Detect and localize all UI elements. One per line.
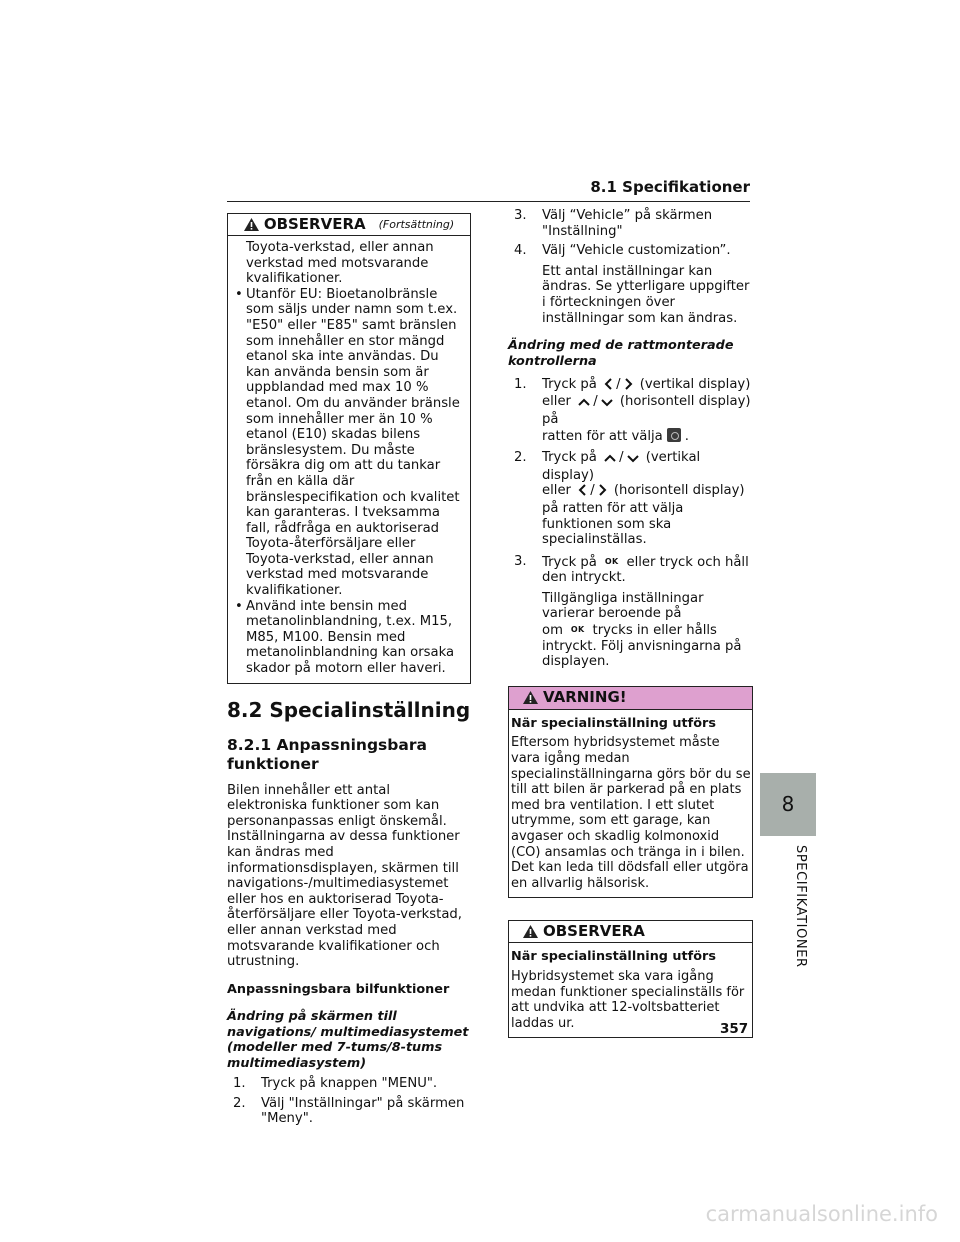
step-text: . xyxy=(684,428,689,444)
step-number: 2. xyxy=(233,1095,246,1111)
step-number: 1. xyxy=(514,376,527,392)
observera-title: OBSERVERA xyxy=(543,922,645,941)
step-number: 1. xyxy=(233,1075,246,1091)
header-divider xyxy=(227,201,750,202)
bold-subheading: Anpassningsbara bilfunktioner xyxy=(227,981,450,997)
page-section-title: 8.1 Specifikationer xyxy=(590,178,750,196)
section-heading: 8.2 Specialinställning xyxy=(227,697,471,722)
step-text: eller tryck och håll den intryckt. xyxy=(542,554,749,586)
observera-bullet: • Använd inte bensin med metanolinblandning, t.ex. M15, M85, M100. Bensin med metanolinblandning kan orsaka skador på motorn eller haveri. xyxy=(232,599,466,677)
observera-continued-box xyxy=(227,213,471,684)
step-text: Tryck på xyxy=(542,554,597,570)
observera-body xyxy=(509,943,752,1037)
step-note xyxy=(508,591,753,670)
step-item: 2. Tryck på / (vertikal display) eller / (horisontell display) på ratten för att välja funktionen som ska specialinställas. xyxy=(514,450,745,548)
varning-subhead: När specialinställning utförs xyxy=(511,715,716,731)
varning-body xyxy=(509,710,752,898)
varning-title: VARNING! xyxy=(543,688,627,707)
step-text: Tryck på knappen "MENU". xyxy=(261,1075,438,1091)
step-text: (horisontell display) på xyxy=(542,394,751,427)
italic-subheading: Ändring med de rattmonterade kontrollerna xyxy=(508,338,734,369)
chevron-right-icon xyxy=(624,378,633,395)
chevron-right-icon xyxy=(598,484,607,501)
varning-header xyxy=(509,687,752,710)
observera-box xyxy=(508,920,753,1038)
step-text: Tillgängliga inställningar varierar beroende på om xyxy=(542,590,704,639)
italic-subheading: Ändring på skärmen till navigations/ multimediasystemet (modeller med 7-tums/8-tums multimediasystem) xyxy=(227,1008,469,1072)
subsection-heading: 8.2.1 Anpassningsbara funktioner xyxy=(227,735,427,773)
right-column xyxy=(508,208,753,1038)
observera-header xyxy=(509,921,752,943)
step-item xyxy=(508,554,753,586)
watermark: carmanualsonline.info xyxy=(705,1202,938,1226)
step-text: Tryck på xyxy=(542,376,597,392)
chevron-up-icon xyxy=(578,396,590,412)
observera-line: Toyota-verkstad, eller annan verkstad med motsvarande kvalifikationer. xyxy=(246,240,434,287)
observera-text: Hybridsystemet ska vara igång medan funktioner specialinställs för att undvika att 12-voltsbatteriet laddas ur. xyxy=(511,968,745,1031)
chevron-left-icon xyxy=(578,484,587,501)
warning-triangle-icon xyxy=(244,218,259,231)
step-item: 1. Tryck på / (vertikal display) eller / (horisontell display) på ratten för att välja . xyxy=(514,376,751,444)
step-text: Tryck på xyxy=(542,450,597,466)
step-item xyxy=(227,1076,471,1092)
step-note: Ett antal inställningar kan ändras. Se ytterligare uppgifter i förteckningen över inställningar som kan ändras. xyxy=(542,263,750,326)
step-text: Välj "Inställningar" på skärmen "Meny". xyxy=(261,1095,465,1127)
step-text: ratten för att välja xyxy=(542,428,663,444)
step-text: trycks in eller hålls intryckt. Följ anvisningarna på displayen. xyxy=(542,623,742,670)
step-text: (vertikal display) xyxy=(639,376,751,392)
step-number: 3. xyxy=(514,208,527,223)
observera-bullet: • Utanför EU: Bioetanolbränsle som säljs under namn som t.ex. "E50" eller "E85" samt bränslen som innehåller en stor mängd etanol ska inte användas. Du kan använda bensin som är uppblandad med max 10 % etanol. Om du använder bränsle som innehåller mer än 10 % etanol (E10) skadas bilens bränslesystem. Du måste försäkra dig om att du tankar från en källa där bränslespecifikation och kvalitet kan garanteras. I tveksamma fall, rådfråga en auktoriserad Toyota-återförsäljare eller Toyota-verkstad, eller annan verkstad med motsvarande kvalifikationer. xyxy=(232,287,466,599)
observera-subhead: När specialinställning utförs xyxy=(511,949,716,965)
varning-box xyxy=(508,686,753,899)
observera-title: OBSERVERA xyxy=(263,215,366,233)
step-item xyxy=(508,243,753,259)
observera-continued-header xyxy=(228,214,470,236)
ok-button-icon: OK xyxy=(570,625,585,635)
step-text: (vertikal display) xyxy=(542,450,701,483)
ok-button-icon: OK xyxy=(604,556,619,566)
step-text: (horisontell display) på ratten för att välja funktionen som ska specialinställas. xyxy=(542,483,745,548)
warning-triangle-icon xyxy=(523,691,538,704)
settings-gear-icon xyxy=(667,428,681,442)
chevron-up-icon xyxy=(604,452,616,468)
intro-paragraph: Bilen innehåller ett antal elektroniska funktioner som kan personanpassas enligt önskemål. Inställningarna av dessa funktioner kan ändras med informationsdisplayen, skärmen till navigations-/multimediasystemet eller hos en auktoriserad Toyota-återförsäljare eller Toyota-verkstad, eller annan verkstad med motsvarande kvalifikationer och utrustning. xyxy=(227,782,462,970)
chevron-down-icon xyxy=(627,452,639,468)
chapter-tab xyxy=(760,773,816,836)
chapter-number: 8 xyxy=(781,792,795,816)
observera-continued-body xyxy=(228,236,470,683)
left-column xyxy=(227,213,471,1127)
step-text: eller xyxy=(542,394,571,410)
step-text: eller xyxy=(542,483,571,499)
step-text: Välj “Vehicle customization”. xyxy=(542,243,731,259)
step-item xyxy=(508,208,753,239)
varning-text: Eftersom hybridsystemet måste vara igång medan specialinställningarna görs bör du se till att bilen är parkerad på en plats med bra ventilation. I ett slutet utrymme, som ett garage, kan avgaser och skadlig kolmonoxid (CO) ansamlas och tränga in i bilen. Det kan leda till dödsfall eller utgöra en allvarlig hälsorisk. xyxy=(511,735,751,891)
observera-subtitle: (Fortsättning) xyxy=(378,218,455,231)
step-number: 2. xyxy=(514,450,527,466)
step-text: Välj “Vehicle” på skärmen "Inställning" xyxy=(542,208,713,239)
chevron-left-icon xyxy=(604,378,613,395)
chevron-down-icon xyxy=(601,396,613,412)
step-number: 3. xyxy=(514,553,527,569)
step-number: 4. xyxy=(514,243,527,259)
page-number: 357 xyxy=(720,1021,749,1037)
warning-triangle-icon xyxy=(523,925,538,938)
step-item xyxy=(227,1096,471,1127)
chapter-label: SPECIFIKATIONER xyxy=(793,845,808,968)
